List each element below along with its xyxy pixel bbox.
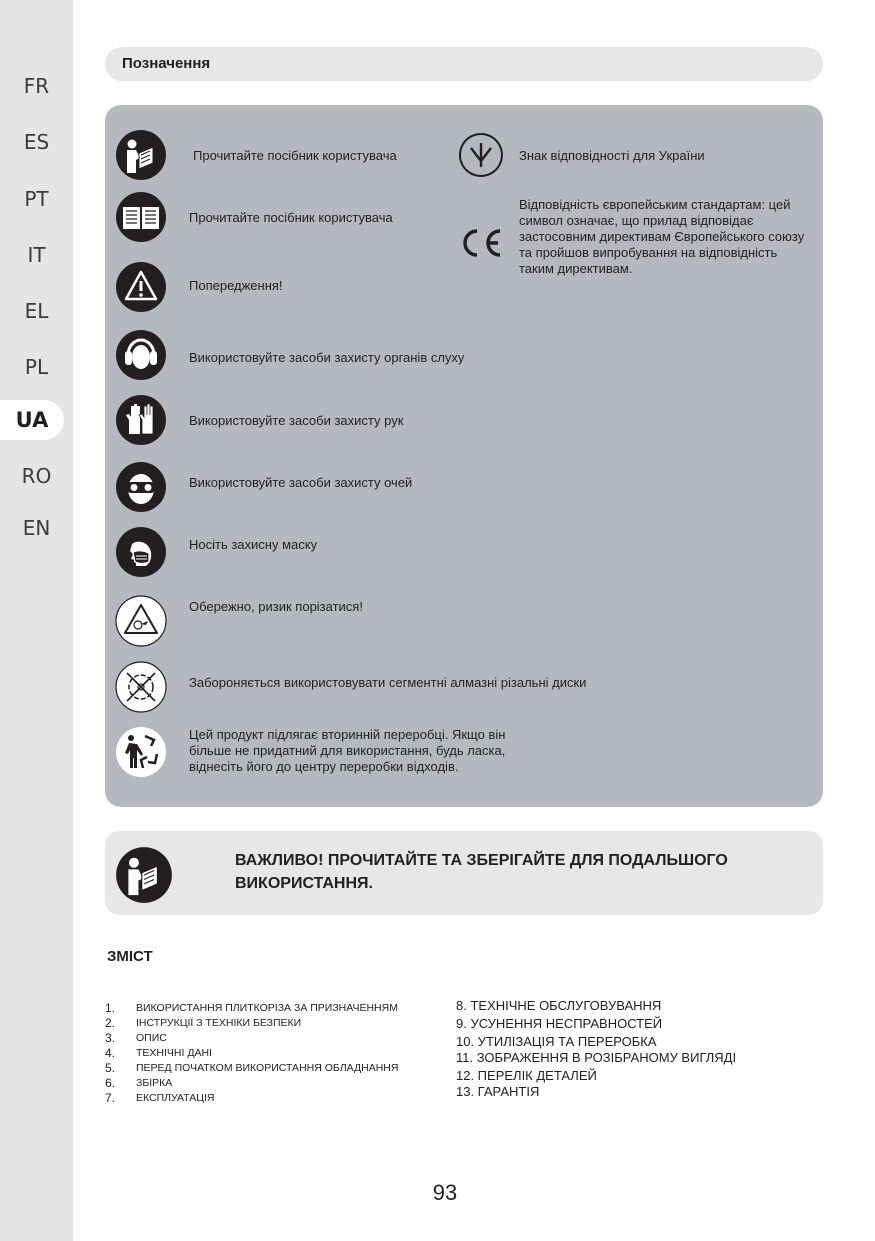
lang-tab-ua[interactable]: UA — [0, 400, 64, 440]
toc-item[interactable]: 8. ТЕХНІЧНЕ ОБСЛУГОВУВАННЯ — [456, 998, 662, 1013]
symbol-text-cut-hazard: Обережно, ризик порізатися! — [189, 599, 363, 614]
toc-title: ЗМІСТ — [107, 948, 153, 965]
lang-tab-pt[interactable]: PT — [24, 187, 49, 211]
toc-item[interactable]: 11. ЗОБРАЖЕННЯ В РОЗІБРАНОМУ ВИГЛЯДІ — [456, 1050, 737, 1065]
symbol-text-book: Прочитайте посібник користувача — [189, 210, 393, 225]
open-book-icon — [115, 191, 167, 243]
goggles-icon — [115, 461, 167, 513]
toc-item[interactable]: 9. УСУНЕННЯ НЕСПРАВНОСТЕЙ — [456, 1016, 663, 1031]
symbol-text-goggles: Використовуйте засоби захисту очей — [189, 475, 413, 490]
important-notice — [105, 831, 823, 915]
recycling-icon — [115, 726, 167, 778]
read-manual-person-icon — [115, 846, 173, 904]
ce-mark-icon — [455, 217, 507, 269]
lang-tab-ro[interactable]: RO — [21, 464, 52, 488]
toc-item[interactable]: 10. УТИЛІЗАЦІЯ ТА ПЕРЕРОБКА — [456, 1034, 657, 1049]
lang-tab-it[interactable]: IT — [27, 243, 46, 267]
lang-tab-el[interactable]: EL — [24, 299, 49, 323]
symbol-text-no-segmented-disc: Забороняється використовувати сегментні алмазні різальні диски — [189, 675, 587, 690]
read-manual-person-icon — [115, 129, 167, 181]
lang-tab-en[interactable]: EN — [22, 516, 51, 540]
lang-tab-pl[interactable]: PL — [24, 355, 49, 379]
symbol-text-ukraine-mark: Знак відповідності для України — [519, 148, 705, 163]
no-segmented-disc-icon — [115, 661, 167, 713]
page-number: 93 — [432, 1180, 458, 1205]
dust-mask-icon — [115, 526, 167, 578]
lang-tab-es[interactable]: ES — [23, 130, 50, 154]
lang-tab-fr[interactable]: FR — [23, 74, 50, 98]
ear-protection-icon — [115, 329, 167, 381]
cut-hazard-icon — [115, 595, 167, 647]
symbol-text-ear-protection: Використовуйте засоби захисту органів слуху — [189, 350, 465, 365]
language-sidebar — [0, 0, 73, 1241]
warning-triangle-icon — [115, 261, 167, 313]
toc-item[interactable]: 13. ГАРАНТІЯ — [456, 1084, 540, 1099]
gloves-icon — [115, 394, 167, 446]
symbol-text-gloves: Використовуйте засоби захисту рук — [189, 413, 404, 428]
symbol-text-recycling: Цей продукт підлягає вторинній переробці. Якщо він більше не придатний для використання, будь ласка, віднесіть його до центру переробки відходів. — [189, 727, 506, 774]
important-text: ВАЖЛИВО! ПРОЧИТАЙТЕ ТА ЗБЕРІГАЙТЕ ДЛЯ ПОДАЛЬШОГО ВИКОРИСТАННЯ. — [235, 852, 728, 892]
symbols-panel — [105, 105, 823, 807]
symbol-text-ce-mark: Відповідність європейським стандартам: цей символ означає, що прилад відповідає застосовним директивам Європейського союзу та пройшов випробування на відповідність таким директивам. — [519, 197, 805, 276]
symbol-text-read-manual: Прочитайте посібник користувача — [193, 148, 397, 163]
section-title: Позначення — [105, 47, 823, 81]
toc-item[interactable]: 12. ПЕРЕЛІК ДЕТАЛЕЙ — [456, 1068, 597, 1083]
symbol-text-mask: Носіть захисну маску — [189, 537, 318, 552]
symbol-text-warning: Попередження! — [189, 278, 283, 293]
ukraine-conformity-icon — [455, 129, 507, 181]
